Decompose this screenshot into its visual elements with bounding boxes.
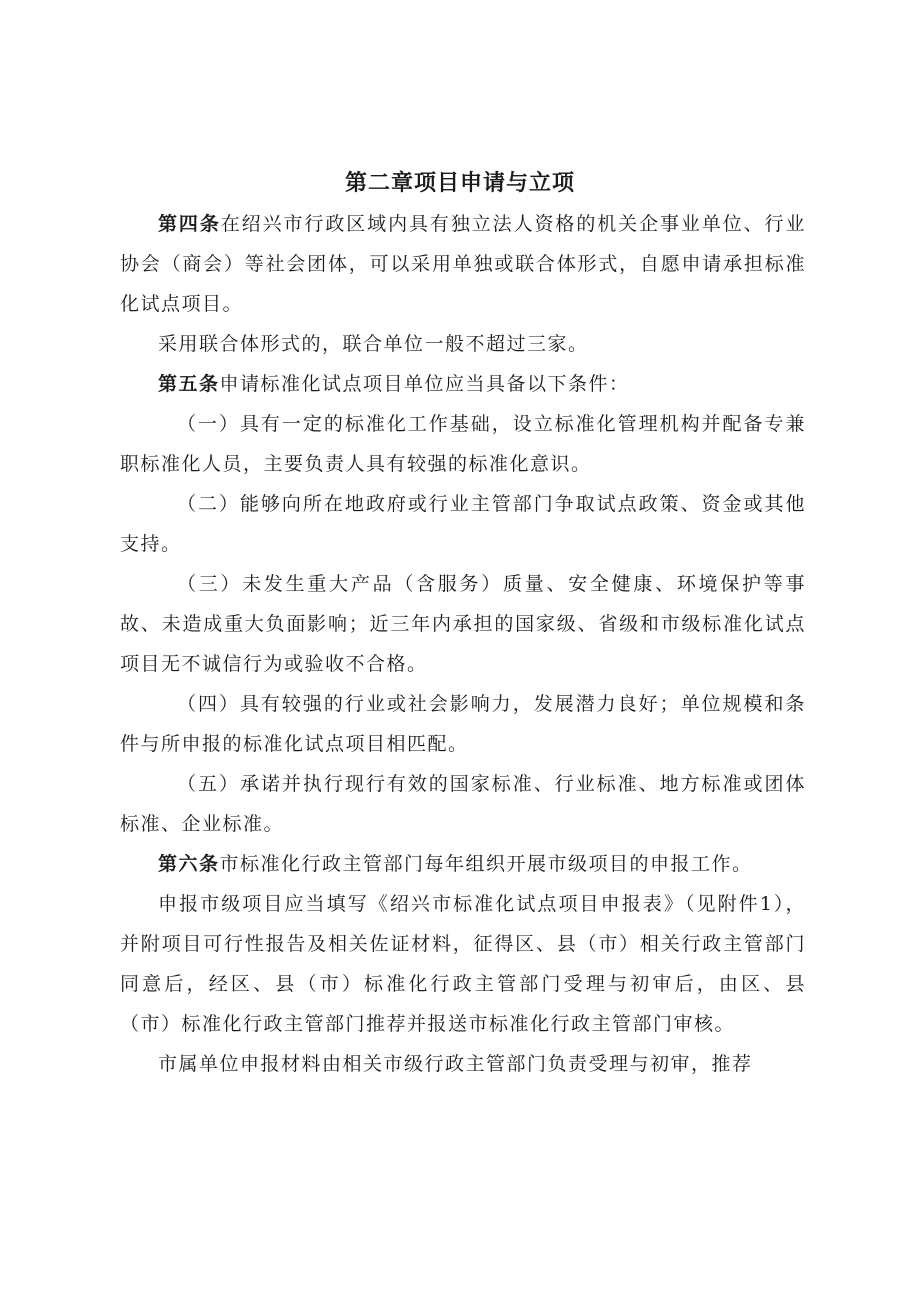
municipal-units-paragraph <box>120 1044 806 1084</box>
paragraph-text: （五）承诺并执行现行有效的国家标准、行业标准、地方标准或团体标准、企业标准。 <box>120 773 806 835</box>
paragraph-text: （二）能够向所在地政府或行业主管部门争取试点政策、资金或其他支持。 <box>120 493 806 555</box>
article-4-paragraph <box>120 204 806 324</box>
paragraph-text: 市属单位申报材料由相关市级行政主管部门负责受理与初审，推荐 <box>158 1053 753 1075</box>
paragraph-text: 申请标准化试点项目单位应当具备以下条件： <box>219 373 630 395</box>
paragraph-text: 在绍兴市行政区域内具有独立法人资格的机关企事业单位、行业协会（商会）等社会团体，可以采用单独或联合体形式，自愿申请承担标准化试点项目。 <box>120 213 806 315</box>
application-procedure-paragraph <box>120 884 806 1044</box>
paragraph-text: （四）具有较强的行业或社会影响力，发展潜力良好；单位规模和条件与所申报的标准化试点项目相匹配。 <box>120 693 806 755</box>
condition-item-5 <box>120 764 806 844</box>
article-label: 第五条 <box>158 373 220 395</box>
consortium-paragraph <box>120 324 806 364</box>
paragraph-text: 采用联合体形式的，联合单位一般不超过三家。 <box>158 333 589 355</box>
condition-item-1 <box>120 404 806 484</box>
article-5-paragraph <box>120 364 806 404</box>
article-6-paragraph <box>120 844 806 884</box>
condition-item-3 <box>120 564 806 684</box>
chapter-title: 第二章项目申请与立项 <box>344 171 575 196</box>
paragraph-text: 申报市级项目应当填写《绍兴市标准化试点项目申报表》（见附件1），并附项目可行性报告及相关佐证材料，征得区、县（市）相关行政主管部门同意后，经区、县（市）标准化行政主管部门受理与初审后，由区、县（市）标准化行政主管部门推荐并报送市标准化行政主管部门审核。 <box>120 893 806 1035</box>
document-body <box>120 204 806 1084</box>
paragraph-text: （三）未发生重大产品（含服务）质量、安全健康、环境保护等事故、未造成重大负面影响；近三年内承担的国家级、省级和市级标准化试点项目无不诚信行为或验收不合格。 <box>120 573 806 675</box>
paragraph-text: 市标准化行政主管部门每年组织开展市级项目的申报工作。 <box>219 853 753 875</box>
article-label: 第四条 <box>158 213 221 235</box>
paragraph-text: （一）具有一定的标准化工作基础，设立标准化管理机构并配备专兼职标准化人员，主要负责人具有较强的标准化意识。 <box>120 413 806 475</box>
condition-item-2 <box>120 484 806 564</box>
condition-item-4 <box>120 684 806 764</box>
article-label: 第六条 <box>158 853 220 875</box>
